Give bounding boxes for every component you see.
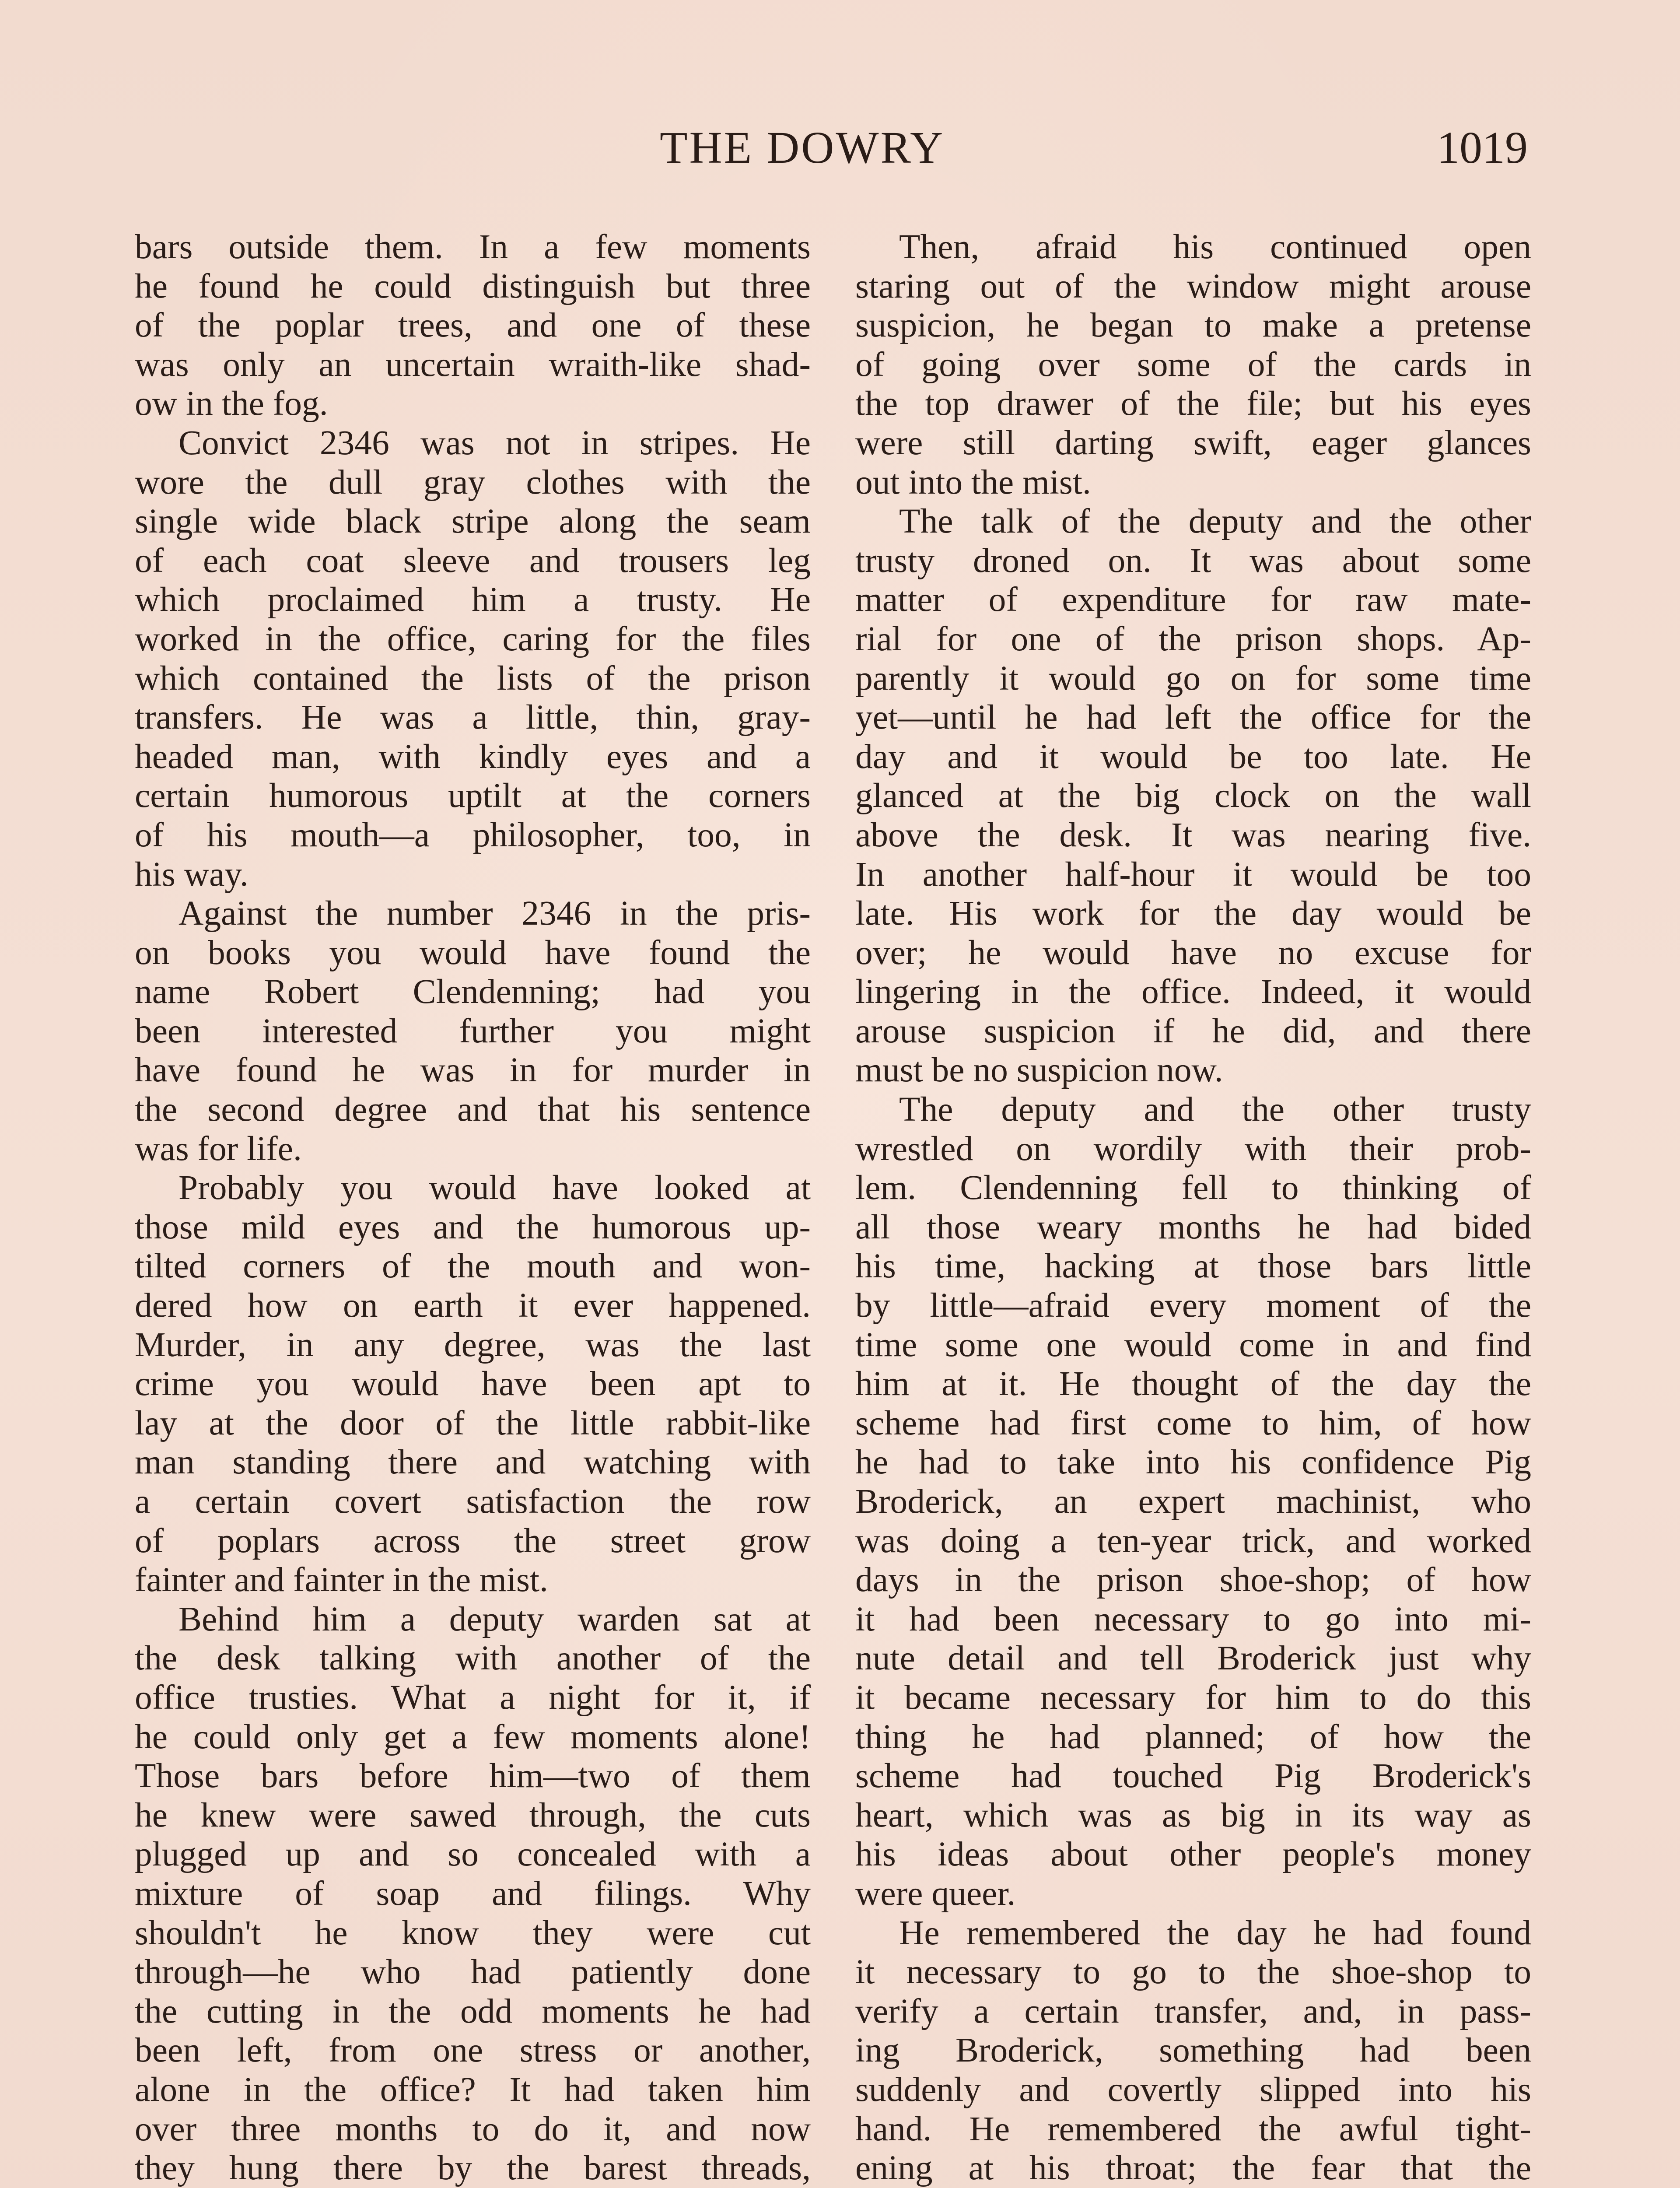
page-number: 1019 [1437,123,1528,173]
text-line: certain humorous uptilt at the corners [135,776,811,815]
text-line: Those bars before him—two of them [135,1757,811,1795]
text-line: above the desk. It was nearing five. [855,815,1531,854]
text-line: all those weary months he had bided [855,1207,1531,1246]
text-line: ening at his throat; the fear that the [855,2149,1531,2188]
text-line: time some one would come in and find [855,1325,1531,1364]
text-line: ing Broderick, something had been [855,2031,1531,2070]
text-line: he had to take into his confidence Pig [855,1443,1531,1482]
text-line: it became necessary for him to do this [855,1678,1531,1717]
text-line: days in the prison shoe-shop; of how [855,1560,1531,1599]
text-line: out into the mist. [855,463,1091,501]
text-line: Behind him a deputy warden sat at [178,1599,811,1638]
text-line: it had been necessary to go into mi- [855,1599,1531,1638]
text-line: was only an uncertain wraith-like shad- [135,345,811,384]
text-line: crime you would have been apt to [135,1364,811,1403]
text-line: he knew were sawed through, the cuts [135,1795,811,1834]
text-line: scheme had first come to him, of how [855,1403,1531,1442]
text-line: over three months to do it, and now [135,2109,811,2148]
text-line: which contained the lists of the prison [135,659,811,698]
text-line: of going over some of the cards in [855,345,1531,384]
text-line: hand. He remembered the awful tight- [855,2109,1531,2148]
text-line: over; he would have no excuse for [855,933,1531,972]
page-header [0,122,1680,187]
text-line: day and it would be too late. He [855,737,1531,776]
text-line: through—he who had patiently done [135,1953,811,1992]
text-line: worked in the office, caring for the files [135,619,811,658]
text-line: his ideas about other people's money [855,1835,1531,1874]
text-line: fainter and fainter in the mist. [135,1560,548,1599]
text-line: lay at the door of the little rabbit-like [135,1403,811,1442]
text-line: his way. [135,855,248,894]
text-line: plugged up and so concealed with a [135,1835,811,1874]
text-line: shouldn't he know they were cut [135,1913,811,1952]
text-line: suspicion, he began to make a pretense [855,306,1531,345]
text-line: matter of expenditure for raw mate- [855,580,1531,619]
text-line: lem. Clendenning fell to thinking of [855,1168,1531,1207]
text-line: In another half-hour it would be too [855,855,1531,894]
text-line: Broderick, an expert machinist, who [855,1482,1531,1521]
text-line: alone in the office? It had taken him [135,2070,811,2109]
text-line: Murder, in any degree, was the last [135,1325,811,1364]
text-line: of each coat sleeve and trousers leg [135,541,811,580]
text-line: wrestled on wordily with their prob- [855,1129,1531,1168]
text-line: tilted corners of the mouth and won- [135,1247,811,1286]
text-line: was doing a ten-year trick, and worked [855,1521,1531,1560]
text-line: mixture of soap and filings. Why [135,1874,811,1913]
text-line: trusty droned on. It was about some [855,541,1531,580]
text-line: yet—until he had left the office for the [855,698,1531,737]
text-line: ow in the fog. [135,384,328,423]
text-line: been interested further you might [135,1011,811,1050]
text-line: bars outside them. In a few moments [135,228,811,266]
text-line: suddenly and covertly slipped into his [855,2070,1531,2109]
left-text-column [135,228,811,2188]
text-line: he could only get a few moments alone! [135,1717,811,1756]
text-line: of his mouth—a philosopher, too, in [135,815,811,854]
text-line: he found he could distinguish but three [135,266,811,305]
text-line: The deputy and the other trusty [899,1090,1531,1129]
text-line: been left, from one stress or another, [135,2031,811,2070]
text-line: those mild eyes and the humorous up- [135,1207,811,1246]
text-line: nute detail and tell Broderick just why [855,1639,1531,1678]
text-line: Probably you would have looked at [178,1168,811,1207]
text-line: which proclaimed him a trusty. He [135,580,811,619]
text-line: The talk of the deputy and the other [899,502,1531,541]
text-line: of the poplar trees, and one of these [135,306,811,345]
text-line: transfers. He was a little, thin, gray- [135,698,811,737]
text-line: arouse suspicion if he did, and there [855,1011,1531,1050]
text-line: headed man, with kindly eyes and a [135,737,811,776]
text-line: man standing there and watching with [135,1443,811,1482]
text-line: were still darting swift, eager glances [855,423,1531,462]
text-line: of poplars across the street grow [135,1521,811,1560]
text-line: on books you would have found the [135,933,811,972]
text-line: thing he had planned; of how the [855,1717,1531,1756]
text-line: rial for one of the prison shops. Ap- [855,619,1531,658]
running-title: THE DOWRY [660,123,945,173]
text-line: they hung there by the barest threads, [135,2149,811,2188]
text-line: the second degree and that his sentence [135,1090,811,1129]
text-line: Then, afraid his continued open [899,228,1531,266]
text-line: have found he was in for murder in [135,1051,811,1090]
text-line: single wide black stripe along the seam [135,502,811,541]
text-line: verify a certain transfer, and, in pass- [855,1992,1531,2030]
text-line: He remembered the day he had found [899,1913,1531,1952]
text-line: him at it. He thought of the day the [855,1364,1531,1403]
right-text-column [855,228,1531,2188]
text-line: late. His work for the day would be [855,894,1531,933]
text-line: the cutting in the odd moments he had [135,1992,811,2030]
text-line: staring out of the window might arouse [855,266,1531,305]
text-line: was for life. [135,1129,302,1168]
text-line: lingering in the office. Indeed, it would [855,972,1531,1011]
text-line: the top drawer of the file; but his eyes [855,384,1531,423]
text-line: it necessary to go to the shoe-shop to [855,1953,1531,1992]
text-line: Convict 2346 was not in stripes. He [178,423,811,462]
text-line: parently it would go on for some time [855,659,1531,698]
text-line: were queer. [855,1874,1016,1913]
text-line: must be no suspicion now. [855,1051,1223,1090]
text-line: his time, hacking at those bars little [855,1247,1531,1286]
text-line: by little—afraid every moment of the [855,1286,1531,1325]
text-line: name Robert Clendenning; had you [135,972,811,1011]
text-line: glanced at the big clock on the wall [855,776,1531,815]
text-line: wore the dull gray clothes with the [135,463,811,501]
text-line: scheme had touched Pig Broderick's [855,1757,1531,1795]
text-line: a certain covert satisfaction the row [135,1482,811,1521]
text-line: Against the number 2346 in the pris- [178,894,811,933]
text-line: the desk talking with another of the [135,1639,811,1678]
text-line: office trusties. What a night for it, if [135,1678,811,1717]
text-line: heart, which was as big in its way as [855,1795,1531,1834]
text-line: dered how on earth it ever happened. [135,1286,811,1325]
